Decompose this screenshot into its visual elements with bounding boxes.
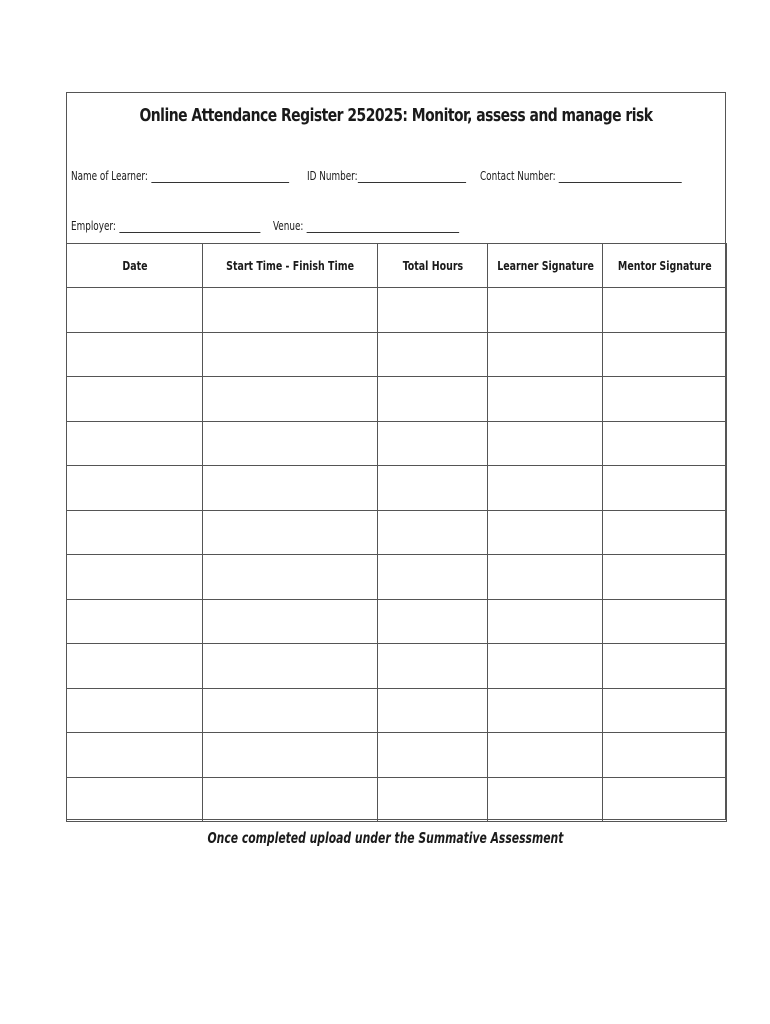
table-row [67,510,727,555]
time-cell[interactable] [203,332,378,377]
learner-name-label: Name of Learner: [71,169,148,183]
total-hours-cell[interactable] [378,466,488,511]
id-number-field[interactable] [307,169,466,183]
date-cell[interactable] [67,288,203,333]
table-row [67,777,727,822]
table-row [67,599,727,644]
employer-label: Employer: [71,219,116,233]
mentor-signature-cell[interactable] [603,421,727,466]
contact-number-field[interactable] [480,169,682,183]
table-row [67,644,727,689]
id-number-line[interactable] [358,170,466,183]
time-cell[interactable] [203,599,378,644]
date-cell[interactable] [67,510,203,555]
mentor-signature-cell[interactable] [603,688,727,733]
attendance-register-form [66,92,726,820]
mentor-signature-cell[interactable] [603,332,727,377]
total-hours-cell[interactable] [378,777,488,822]
column-header-mentor-signature: Mentor Signature [603,244,727,288]
column-header-learner-signature: Learner Signature [488,244,603,288]
learner-signature-cell[interactable] [488,421,603,466]
date-cell[interactable] [67,555,203,600]
time-cell[interactable] [203,421,378,466]
table-row [67,377,727,422]
learner-name-line[interactable] [151,170,289,183]
venue-line[interactable] [307,220,460,233]
date-cell[interactable] [67,644,203,689]
total-hours-cell[interactable] [378,421,488,466]
mentor-signature-cell[interactable] [603,555,727,600]
column-header-date: Date [67,244,203,288]
column-header-total-hours: Total Hours [378,244,488,288]
attendance-table-body [67,288,727,822]
page-title: Online Attendance Register 252025: Monitor, assess and manage risk [139,105,653,126]
id-number-label: ID Number: [307,169,358,183]
total-hours-cell[interactable] [378,288,488,333]
mentor-signature-cell[interactable] [603,510,727,555]
learner-signature-cell[interactable] [488,644,603,689]
total-hours-cell[interactable] [378,510,488,555]
date-cell[interactable] [67,733,203,778]
total-hours-cell[interactable] [378,332,488,377]
table-row [67,421,727,466]
table-row [67,466,727,511]
employer-field[interactable] [71,219,260,233]
employer-line[interactable] [119,220,260,233]
mentor-signature-cell[interactable] [603,288,727,333]
time-cell[interactable] [203,644,378,689]
learner-signature-cell[interactable] [488,599,603,644]
time-cell[interactable] [203,688,378,733]
learner-signature-cell[interactable] [488,288,603,333]
column-header-start-finish-time: Start Time - Finish Time [203,244,378,288]
time-cell[interactable] [203,777,378,822]
date-cell[interactable] [67,599,203,644]
table-row [67,688,727,733]
table-row [67,733,727,778]
total-hours-cell[interactable] [378,688,488,733]
date-cell[interactable] [67,421,203,466]
mentor-signature-cell[interactable] [603,733,727,778]
date-cell[interactable] [67,688,203,733]
venue-label: Venue: [273,219,304,233]
time-cell[interactable] [203,466,378,511]
learner-signature-cell[interactable] [488,777,603,822]
total-hours-cell[interactable] [378,555,488,600]
time-cell[interactable] [203,733,378,778]
table-row [67,332,727,377]
contact-number-line[interactable] [559,170,682,183]
learner-signature-cell[interactable] [488,377,603,422]
learner-signature-cell[interactable] [488,555,603,600]
date-cell[interactable] [67,377,203,422]
venue-field[interactable] [273,219,459,233]
mentor-signature-cell[interactable] [603,599,727,644]
learner-name-field[interactable] [71,169,289,183]
learner-signature-cell[interactable] [488,510,603,555]
total-hours-cell[interactable] [378,644,488,689]
table-header-row [67,244,727,288]
contact-number-label: Contact Number: [480,169,556,183]
time-cell[interactable] [203,377,378,422]
date-cell[interactable] [67,466,203,511]
learner-signature-cell[interactable] [488,688,603,733]
time-cell[interactable] [203,510,378,555]
mentor-signature-cell[interactable] [603,377,727,422]
learner-signature-cell[interactable] [488,332,603,377]
time-cell[interactable] [203,288,378,333]
total-hours-cell[interactable] [378,733,488,778]
time-cell[interactable] [203,555,378,600]
learner-signature-cell[interactable] [488,733,603,778]
total-hours-cell[interactable] [378,599,488,644]
learner-signature-cell[interactable] [488,466,603,511]
footer-note: Once completed upload under the Summative Assessment [207,829,563,847]
mentor-signature-cell[interactable] [603,777,727,822]
mentor-signature-cell[interactable] [603,644,727,689]
table-row [67,555,727,600]
attendance-table [66,243,727,822]
total-hours-cell[interactable] [378,377,488,422]
table-row [67,288,727,333]
date-cell[interactable] [67,332,203,377]
mentor-signature-cell[interactable] [603,466,727,511]
date-cell[interactable] [67,777,203,822]
